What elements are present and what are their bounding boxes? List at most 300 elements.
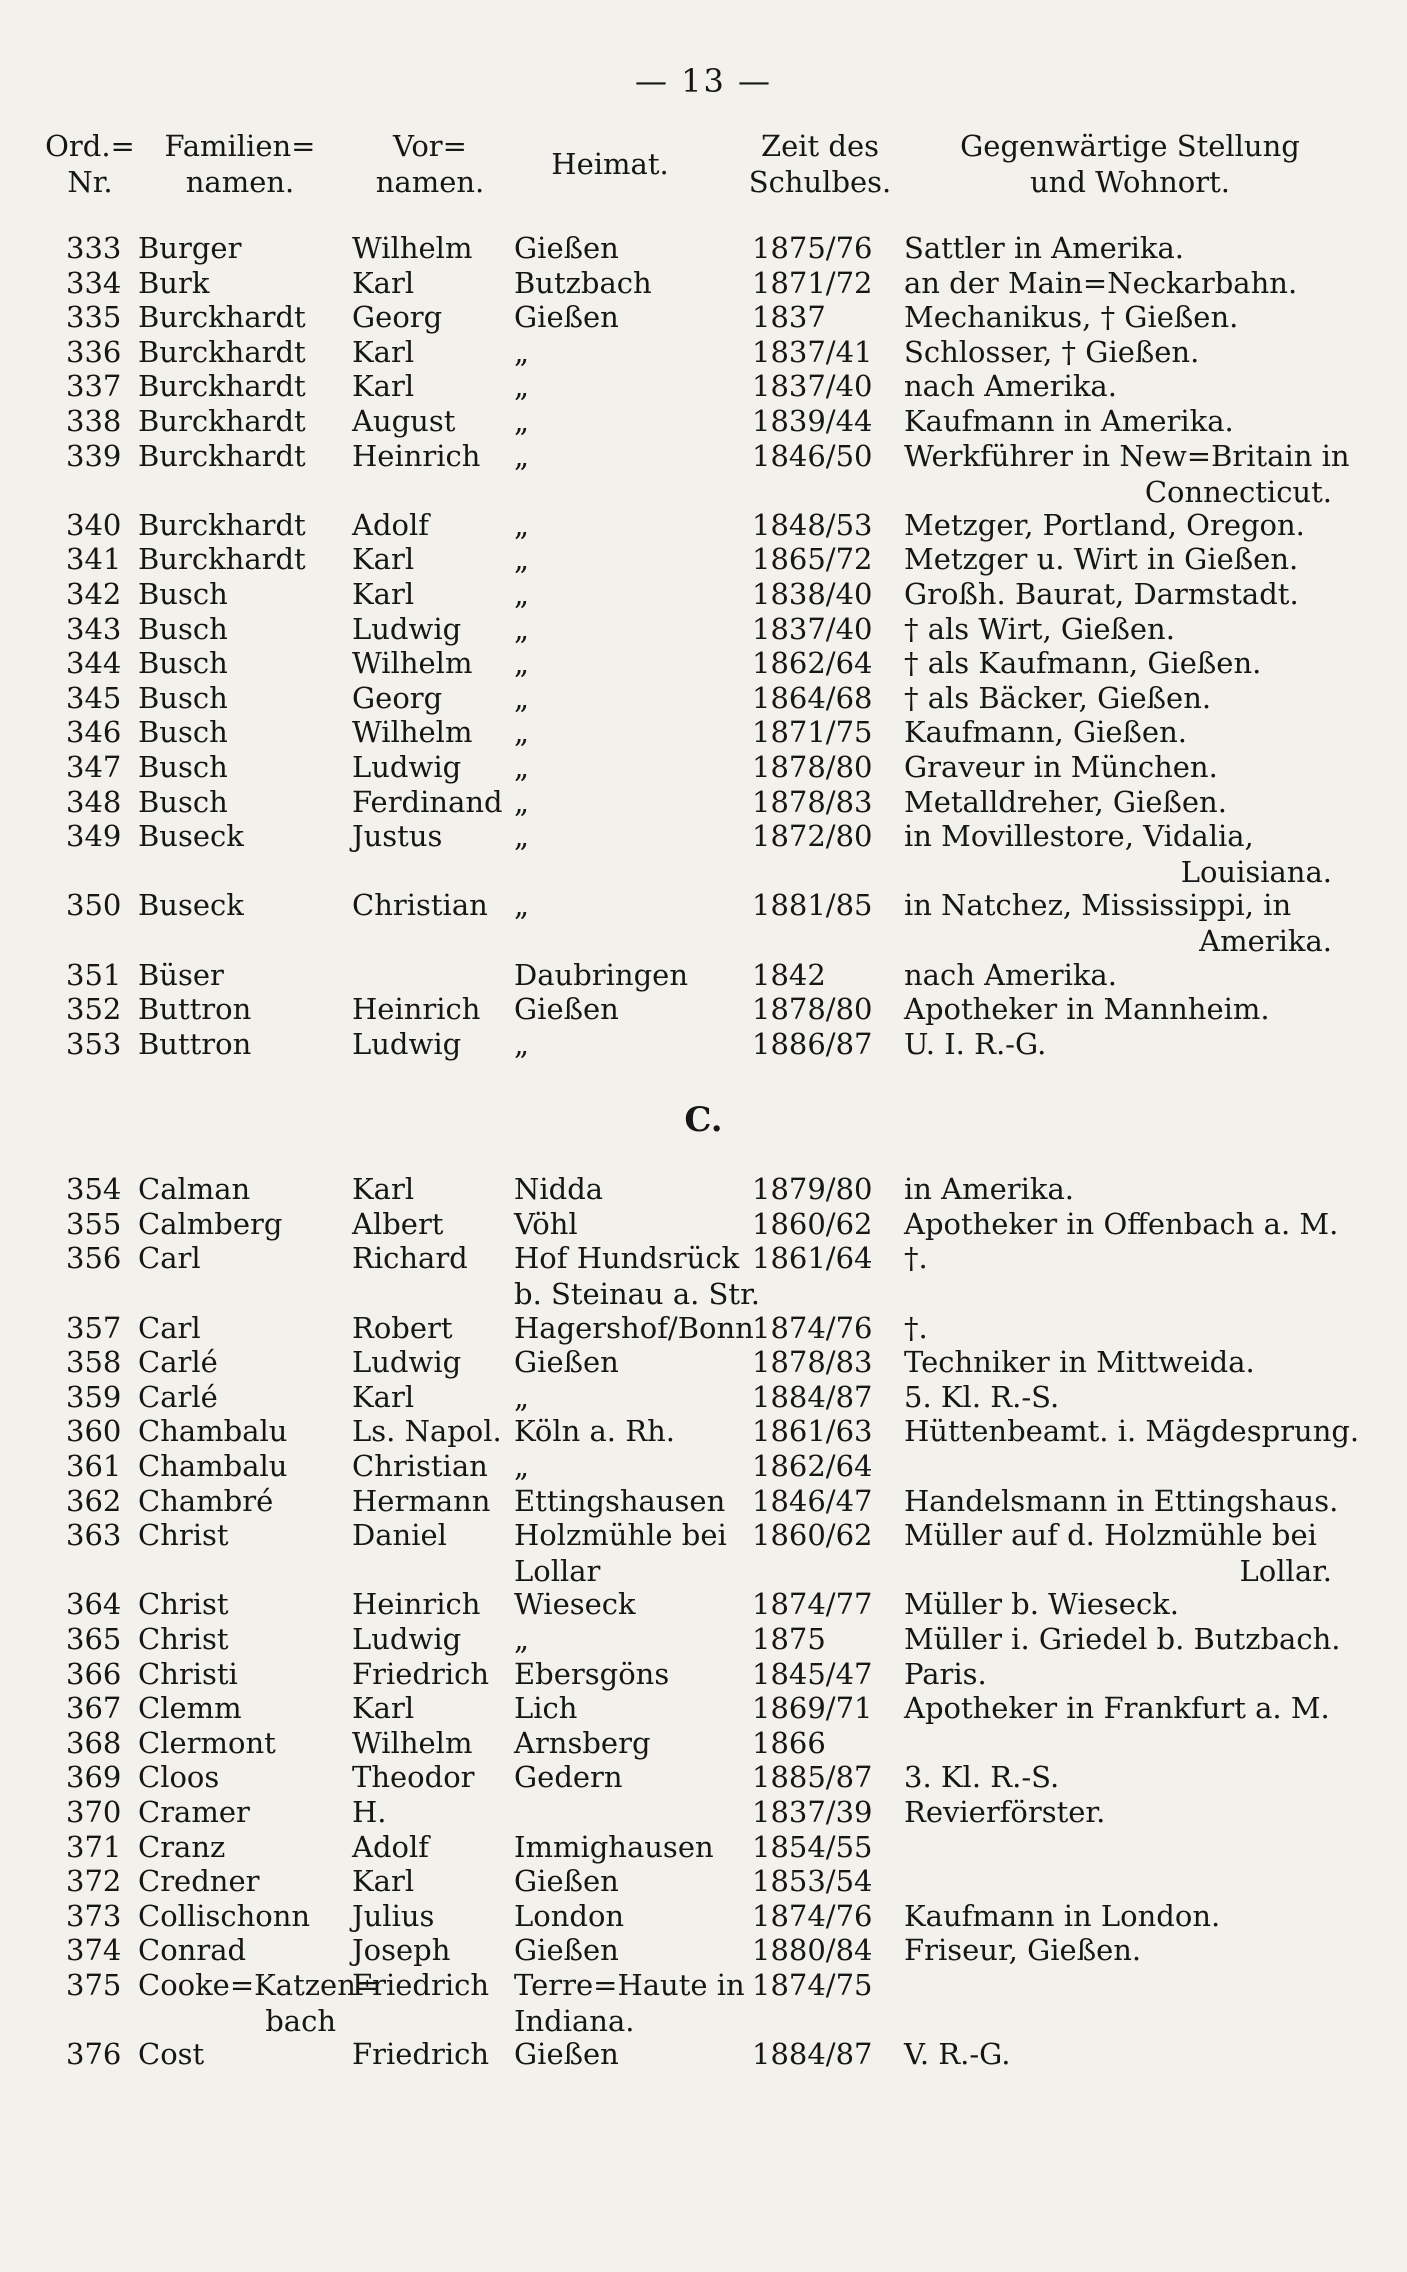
cell-home-line: Butzbach [514,265,652,300]
cell-position [904,784,1344,820]
cell-home-line: „ [514,334,530,369]
cell-nr-line: 347 [66,750,122,784]
cell-nr [66,541,124,577]
cell-time-line: 1842 [752,957,826,992]
header-nr [40,128,140,200]
cell-given [352,1517,514,1553]
cell-family [138,1863,348,1899]
cell-position-line: Lollar. [1239,1554,1332,1589]
header-familienname-line-2: namen. [185,165,295,199]
cell-home-line: „ [514,1379,530,1414]
cell-nr-line: 345 [66,680,122,715]
cell-family [138,1310,348,1346]
cell-position [904,541,1344,577]
cell-home-line: Terre=Haute in [514,1967,745,2002]
cell-family [138,714,348,750]
cell-position [904,403,1344,439]
cell-time [752,1344,892,1380]
cell-family-line: Burckhardt [138,404,306,438]
cell-family-line: Calman [138,1172,251,1207]
cell-given [352,1448,514,1484]
cell-time [752,1829,892,1865]
cell-home [514,1413,760,1449]
cell-family-line: Christi [138,1656,238,1691]
cell-position-line: Müller i. Griedel b. Butzbach. [904,1621,1341,1656]
cell-nr-line: 350 [66,888,122,923]
cell-position [904,1026,1344,1062]
cell-position-line: Metalldreher, Gießen. [904,784,1227,819]
cell-given [352,1240,514,1276]
cell-given-line: Wilhelm [352,231,473,265]
cell-nr-line: 369 [66,1760,122,1795]
cell-given [352,230,514,266]
cell-family-line: Cranz [138,1829,226,1864]
cell-given [352,265,514,301]
cell-given [352,1026,514,1062]
cell-home [514,1863,760,1899]
cell-family-line: Busch [138,646,228,681]
cell-home-line: „ [514,888,530,923]
cell-given [352,403,514,439]
cell-position [904,334,1344,370]
cell-given [352,1690,514,1726]
cell-family-line: Buseck [138,888,244,923]
cell-family-line: Burckhardt [138,542,306,577]
cell-position [904,957,1344,993]
cell-nr-line: 368 [66,1725,122,1760]
cell-given-line: Georg [352,300,443,335]
cell-given-line: Robert [352,1310,453,1345]
cell-time-line: 1846/47 [752,1483,873,1518]
cell-position-line: 5. Kl. R.-S. [904,1379,1060,1414]
cell-family-line: Cooke=Katzen= [138,1967,381,2002]
cell-time-line: 1846/50 [752,438,873,473]
cell-nr [66,438,124,474]
header-stellung-line-2: und Wohnort. [1030,165,1230,199]
cell-home-line: Gießen [514,2037,619,2072]
cell-nr-line: 361 [66,1448,122,1483]
cell-position-line: Kaufmann in Amerika. [904,404,1234,438]
cell-nr-line: 334 [66,265,122,300]
cell-family-line: Burckhardt [138,369,306,404]
cell-home [514,1725,760,1761]
cell-given-line: Karl [352,1172,415,1207]
cell-position-line: Graveur in München. [904,750,1218,784]
cell-position [904,1621,1344,1657]
cell-time-line: 1864/68 [752,680,873,715]
cell-given-line: Adolf [352,507,429,542]
cell-given [352,1898,514,1934]
cell-home [514,1517,760,1589]
cell-time-line: 1878/80 [752,750,873,784]
cell-nr [66,991,124,1027]
cell-family-line: Carlé [138,1345,218,1380]
cell-family [138,403,348,439]
cell-nr [66,1206,124,1242]
cell-family [138,818,348,854]
cell-given [352,1483,514,1519]
cell-position [904,1240,1344,1276]
cell-nr-line: 335 [66,300,122,335]
cell-given [352,1759,514,1795]
cell-nr-line: 336 [66,334,122,369]
cell-family [138,991,348,1027]
cell-time-line: 1885/87 [752,1760,873,1795]
cell-home [514,1240,760,1312]
cell-position-line: Metzger u. Wirt in Gießen. [904,542,1299,577]
cell-home-line: „ [514,404,530,438]
cell-nr [66,1725,124,1761]
cell-position [904,680,1344,716]
cell-family [138,265,348,301]
cell-family [138,1932,348,1968]
cell-position [904,1690,1344,1726]
cell-family-line: Conrad [138,1933,247,1968]
cell-position-line: Schlosser, † Gießen. [904,334,1200,369]
cell-home [514,1171,760,1207]
cell-home [514,1932,760,1968]
cell-position-line: Friseur, Gießen. [904,1933,1142,1968]
cell-nr-line: 354 [66,1172,122,1207]
cell-given [352,818,514,854]
cell-position-line: Müller b. Wieseck. [904,1587,1179,1622]
cell-time-line: 1869/71 [752,1691,873,1726]
cell-time [752,265,892,301]
cell-position [904,438,1350,510]
cell-nr [66,818,124,854]
cell-family [138,645,348,681]
cell-family [138,680,348,716]
cell-nr [66,611,124,647]
cell-family [138,1621,348,1657]
cell-home-line: „ [514,784,530,819]
cell-given-line: Karl [352,577,415,611]
cell-family [138,1483,348,1519]
cell-time [752,887,892,923]
header-vorname-line-2: namen. [375,165,485,199]
cell-family-line: Buttron [138,992,252,1027]
cell-nr-line: 374 [66,1933,122,1968]
cell-time-line: 1865/72 [752,542,873,577]
cell-time-line: 1848/53 [752,507,873,542]
cell-position [904,749,1344,785]
header-nr-line-1: Ord.= [45,129,135,163]
cell-home [514,230,760,266]
cell-nr [66,403,124,439]
cell-given [352,507,514,543]
page-number: — 13 — [634,62,773,100]
cell-position [904,368,1344,404]
cell-home [514,1967,760,2039]
cell-given-line: Heinrich [352,438,481,473]
cell-given-line: Ludwig [352,1345,462,1380]
cell-position-line: Paris. [904,1656,987,1691]
cell-position-line: U. I. R.-G. [904,1026,1047,1061]
cell-family-line: Buttron [138,1026,252,1061]
cell-time [752,2036,892,2072]
header-nr-line-2: Nr. [67,165,113,199]
cell-given [352,680,514,716]
cell-time [752,230,892,266]
cell-position-line: Werkführer in New=Britain in [904,438,1350,473]
cell-home [514,334,760,370]
cell-home [514,1829,760,1865]
cell-family [138,749,348,785]
cell-family [138,1759,348,1795]
cell-family-line: Clermont [138,1725,276,1760]
cell-family [138,1171,348,1207]
cell-position-line: †. [904,1310,928,1345]
cell-time-line: 1860/62 [752,1518,873,1553]
cell-given [352,645,514,681]
cell-given [352,368,514,404]
cell-time [752,1026,892,1062]
cell-time-line: 1837/41 [752,334,873,369]
cell-home [514,2036,760,2072]
cell-time [752,1794,892,1830]
cell-family-line: Carlé [138,1379,218,1414]
cell-home [514,784,760,820]
cell-position-line: in Natchez, Mississippi, in [904,888,1292,923]
cell-family [138,1725,348,1761]
cell-position-line: Metzger, Portland, Oregon. [904,507,1305,542]
cell-time [752,957,892,993]
cell-time-line: 1875 [752,1621,826,1656]
cell-given [352,1206,514,1242]
cell-home-line: Gießen [514,300,619,335]
cell-nr [66,887,124,923]
cell-nr-line: 366 [66,1656,122,1691]
cell-given [352,2036,514,2072]
cell-given [352,1413,514,1449]
cell-nr-line: 358 [66,1345,122,1380]
register-table [0,230,1407,2250]
cell-home [514,1026,760,1062]
cell-time-line: 1837/40 [752,369,873,404]
cell-family [138,230,348,266]
cell-nr [66,1794,124,1830]
cell-family-line: Christ [138,1621,229,1656]
cell-time-line: 1860/62 [752,1206,873,1241]
cell-family-line: Büser [138,957,224,992]
cell-nr [66,1621,124,1657]
cell-family-line: Burckhardt [138,507,306,542]
cell-time [752,1586,892,1622]
cell-family-line: Collischonn [138,1898,311,1933]
cell-time-line: 1874/76 [752,1898,873,1933]
cell-nr-line: 338 [66,404,122,438]
cell-position [904,265,1344,301]
cell-time-line: 1874/77 [752,1587,873,1622]
cell-home-line: „ [514,1448,530,1483]
cell-time-line: 1878/83 [752,1345,873,1380]
cell-nr [66,957,124,993]
cell-given-line: Christian [352,1448,488,1483]
cell-position [904,1344,1344,1380]
cell-home-line: Nidda [514,1172,604,1207]
cell-position-line: Revierförster. [904,1794,1106,1829]
cell-home-line: „ [514,715,530,750]
cell-home [514,1379,760,1415]
cell-given [352,1829,514,1865]
cell-position-line: in Movillestore, Vidalia, [904,819,1254,854]
cell-nr-line: 365 [66,1621,122,1656]
cell-position [904,1379,1344,1415]
cell-time-line: 1837/39 [752,1794,873,1829]
cell-given [352,541,514,577]
cell-position-line: Großh. Baurat, Darmstadt. [904,577,1299,611]
cell-nr [66,576,124,612]
cell-position-line: † als Kaufmann, Gießen. [904,646,1262,681]
cell-nr-line: 344 [66,646,122,681]
cell-given-line: Ls. Napol. [352,1414,502,1449]
cell-nr [66,1483,124,1519]
cell-time [752,611,892,647]
cell-family-line: Carl [138,1310,201,1345]
cell-nr-line: 351 [66,957,122,992]
cell-given [352,887,514,923]
cell-given-line: Justus [352,819,443,854]
cell-home [514,1586,760,1622]
cell-position-line: Handelsmann in Ettingshaus. [904,1483,1339,1518]
cell-position [904,714,1344,750]
cell-home [514,1344,760,1380]
cell-home-line: Köln a. Rh. [514,1414,675,1449]
cell-position [904,1171,1344,1207]
header-stellung [930,128,1330,200]
cell-position-line: Apotheker in Offenbach a. M. [904,1206,1339,1241]
cell-family [138,1448,348,1484]
cell-given-line: Friedrich [352,2037,490,2072]
cell-family [138,1586,348,1622]
cell-time [752,1517,892,1553]
cell-position [904,1483,1344,1519]
cell-given-line: Ludwig [352,611,462,646]
cell-home-line: „ [514,646,530,681]
cell-nr [66,749,124,785]
cell-home-line: Arnsberg [514,1725,651,1760]
cell-time-line: 1874/75 [752,1967,873,2002]
cell-family-line: Busch [138,784,228,819]
cell-given-line: Friedrich [352,1967,490,2002]
cell-position-line: † als Wirt, Gießen. [904,611,1175,646]
cell-family-line: Christ [138,1518,229,1553]
cell-given-line: Wilhelm [352,715,473,750]
cell-time-line: 1872/80 [752,819,873,854]
cell-position [904,230,1344,266]
cell-nr-line: 343 [66,611,122,646]
cell-position-line: Hüttenbeamt. i. Mägdesprung. [904,1414,1360,1449]
cell-home-line: Hagershof/Bonn [514,1310,754,1345]
cell-time [752,368,892,404]
cell-nr-line: 346 [66,715,122,750]
cell-nr-line: 363 [66,1518,122,1553]
cell-time [752,1932,892,1968]
cell-time-line: 1881/85 [752,888,873,923]
cell-given-line: Wilhelm [352,646,473,681]
cell-given-line: Joseph [352,1933,451,1968]
cell-time [752,576,892,612]
cell-nr-line: 370 [66,1794,122,1829]
cell-position-line: Techniker in Mittweida. [904,1345,1255,1380]
cell-family-line: Christ [138,1587,229,1622]
cell-family [138,576,348,612]
cell-given-line: Christian [352,888,488,923]
cell-time [752,1483,892,1519]
cell-nr-line: 362 [66,1483,122,1518]
cell-family [138,1240,348,1276]
cell-nr [66,1932,124,1968]
cell-time [752,991,892,1027]
cell-given-line: Karl [352,265,415,300]
cell-given [352,784,514,820]
cell-family [138,507,348,543]
cell-time-line: 1839/44 [752,404,873,438]
cell-position [904,887,1344,959]
cell-position-line: Apotheker in Mannheim. [904,992,1270,1027]
cell-home-line: „ [514,507,530,542]
cell-given [352,749,514,785]
cell-nr-line: 348 [66,784,122,819]
cell-position [904,1656,1344,1692]
cell-time [752,1413,892,1449]
cell-given-line: Theodor [352,1760,475,1795]
cell-given-line: August [352,404,456,438]
cell-nr-line: 333 [66,231,122,265]
cell-nr [66,1863,124,1899]
header-heimat-line-1: Heimat. [551,147,669,181]
cell-home-line: „ [514,577,530,611]
cell-given [352,438,514,474]
header-vorname-line-1: Vor= [393,129,467,163]
cell-home-line: „ [514,680,530,715]
cell-position-line: Kaufmann in London. [904,1898,1221,1933]
cell-nr-line: 341 [66,542,122,577]
cell-nr-line: 355 [66,1206,122,1241]
cell-given-line: Friedrich [352,1656,490,1691]
cell-position [904,1586,1344,1622]
cell-family [138,1898,348,1934]
cell-home [514,749,760,785]
cell-time [752,1240,892,1276]
cell-given [352,991,514,1027]
cell-home [514,680,760,716]
cell-home-line: „ [514,611,530,646]
cell-given [352,1310,514,1346]
cell-nr-line: 340 [66,507,122,542]
cell-home [514,887,760,923]
cell-home [514,1483,760,1519]
cell-given-line: Ludwig [352,750,462,784]
cell-family [138,784,348,820]
cell-time [752,1621,892,1657]
cell-given-line: Ferdinand [352,784,503,819]
cell-home-line: Gießen [514,1864,619,1899]
cell-time-line: 1884/87 [752,2037,873,2072]
cell-given-line: Karl [352,334,415,369]
cell-nr [66,334,124,370]
cell-time-line: 1853/54 [752,1864,873,1899]
cell-family-line: Busch [138,715,228,750]
cell-time-line: 1886/87 [752,1026,873,1061]
cell-home [514,1690,760,1726]
cell-time [752,507,892,543]
cell-time [752,541,892,577]
cell-given-line: Karl [352,1691,415,1726]
cell-home-line: Indiana. [514,2003,635,2038]
cell-time [752,1759,892,1795]
cell-home-line: „ [514,1026,530,1061]
